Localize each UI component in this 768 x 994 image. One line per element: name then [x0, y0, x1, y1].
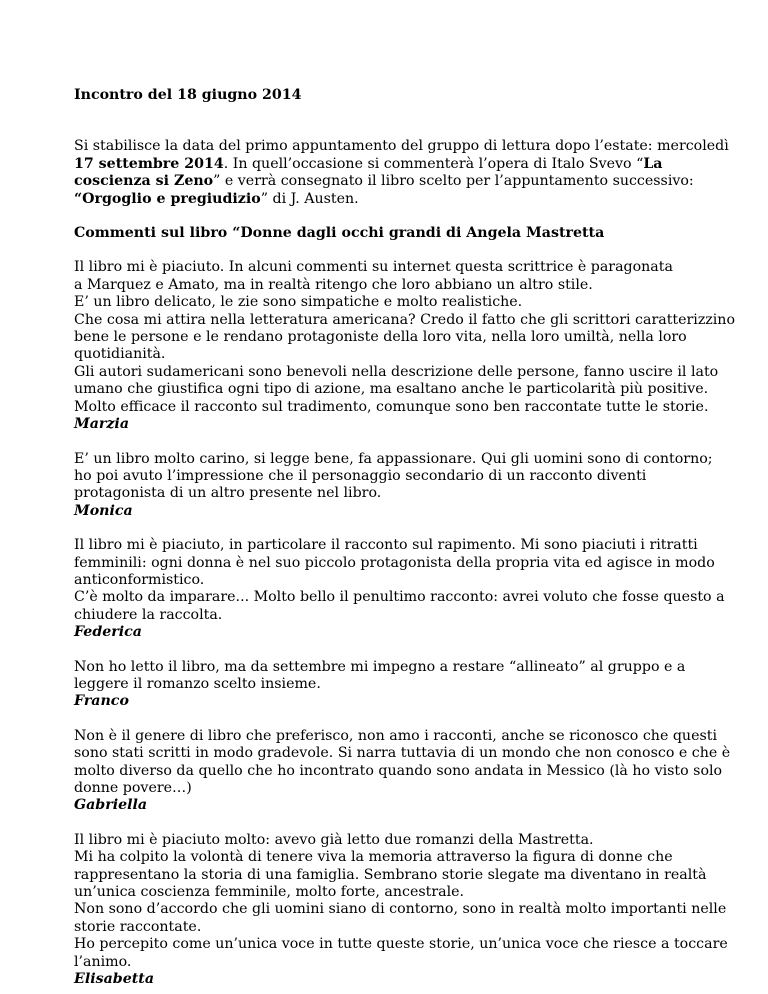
- comment-block: [74, 727, 731, 815]
- comment-author: Federica: [74, 624, 142, 641]
- comments-list: [74, 259, 735, 988]
- intro-line-3: [74, 173, 714, 190]
- comment-author: Gabriella: [74, 797, 148, 814]
- comment-line: a Marquez e Amato, ma in realtà ritengo che loro abbiano un altro stile.: [74, 276, 593, 293]
- comment-line: Il libro mi è piaciuto, in particolare il racconto sul rapimento. Mi sono piaciuti i ritratti: [74, 537, 698, 554]
- comment-line: quotidianità.: [74, 346, 166, 363]
- comment-line: Non è il genere di libro che preferisco, non amo i racconti, anche se riconosco che questi: [74, 727, 717, 744]
- book-title-svevo-part2: coscienza si Zeno: [74, 173, 214, 190]
- comment-block: [74, 537, 725, 641]
- comment-line: Gli autori sudamericani sono benevoli nella descrizione delle persone, fanno uscire il lato: [74, 363, 719, 380]
- comment-block: [74, 259, 735, 433]
- comment-line: storie raccontate.: [74, 918, 202, 935]
- comment-line: sono stati scritti in modo gradevole. Si narra tuttavia di un mondo che non conosco e che è: [74, 745, 731, 762]
- comment-line: Il libro mi è piaciuto molto: avevo già letto due romanzi della Mastretta.: [74, 831, 594, 848]
- comment-line: Mi ha colpito la volontà di tenere viva la memoria attraverso la figura di donne che: [74, 849, 673, 866]
- comment-block: [74, 659, 714, 711]
- comment-line: protagonista di un altro presente nel libro.: [74, 485, 382, 502]
- comment-author: Marzia: [74, 416, 130, 433]
- comment-line: l’animo.: [74, 953, 132, 970]
- comment-line: C’è molto da imparare... Molto bello il penultimo racconto: avrei voluto che fosse questo a: [74, 589, 725, 606]
- comment-line: ho poi avuto l’impressione che il personaggio secondario di un racconto diventi: [74, 467, 647, 484]
- intro-line-2: [74, 156, 714, 173]
- intro-paragraph: [74, 138, 729, 208]
- intro-line-1: Si stabilisce la data del primo appuntamento del gruppo di lettura dopo l’estate: mercoledì: [74, 138, 729, 155]
- book-title-svevo-part1: La: [643, 155, 663, 172]
- comment-line: Che cosa mi attira nella letteratura americana? Credo il fatto che gli scrittori caratterizzino: [74, 311, 735, 328]
- comment-line: leggere il romanzo scelto insieme.: [74, 675, 321, 692]
- comment-author: Franco: [74, 693, 129, 710]
- comment-line: Ho percepito come un’unica voce in tutte queste storie, un’unica voce che riesce a toccare: [74, 936, 728, 953]
- comment-block: [74, 451, 714, 521]
- comment-line: rappresentano la storia di una famiglia. Sembrano storie slegate ma diventano in realtà: [74, 866, 707, 883]
- comment-line: femminili: ogni donna è nel suo piccolo protagonista della propria vita ed agisce in modo: [74, 554, 715, 571]
- comment-line: Non ho letto il libro, ma da settembre mi impegno a restare “allineato” al gruppo e a: [74, 658, 686, 675]
- book-title-austen: “Orgoglio e pregiudizio: [74, 190, 261, 207]
- comments-heading: Commenti sul libro “Donne dagli occhi grandi di Angela Mastretta: [74, 225, 605, 242]
- comment-line: Molto efficace il racconto sul tradimento, comunque sono ben raccontate tutte le storie.: [74, 398, 709, 415]
- document-page: [74, 87, 735, 988]
- comment-author: Elisabetta: [74, 971, 155, 988]
- comment-line: chiudere la raccolta.: [74, 606, 223, 623]
- comment-line: E’ un libro delicato, le zie sono simpatiche e molto realistiche.: [74, 294, 523, 311]
- meeting-title: Incontro del 18 giugno 2014: [74, 87, 302, 103]
- intro-line-3-text: ” e verrà consegnato il libro scelto per l’appuntamento successivo:: [213, 173, 694, 190]
- comment-line: molto diverso da quello che ho incontrato quando sono andata in Messico (là ho visto solo: [74, 762, 723, 779]
- intro-line-4-text: ” di J. Austen.: [260, 190, 359, 207]
- comment-line: un’unica coscienza femminile, molto forte, ancestrale.: [74, 884, 465, 901]
- comment-line: E’ un libro molto carino, si legge bene, fa appassionare. Qui gli uomini sono di contorno;: [74, 450, 713, 467]
- comment-author: Monica: [74, 502, 133, 519]
- comment-line: Non sono d’accordo che gli uomini siano di contorno, sono in realtà molto importanti nelle: [74, 901, 727, 918]
- comment-line: umano che giustifica ogni tipo di azione, ma esaltano anche le particolarità più positive.: [74, 381, 709, 398]
- comment-block: [74, 831, 728, 989]
- meeting-date: 17 settembre 2014: [74, 155, 224, 172]
- comment-line: Il libro mi è piaciuto. In alcuni commenti su internet questa scrittrice è paragonata: [74, 259, 673, 276]
- comment-line: bene le persone e le rendano protagoniste della loro vita, nella loro umiltà, nella loro: [74, 329, 687, 346]
- intro-line-2-text: . In quell’occasione si commenterà l’opera di Italo Svevo “: [223, 155, 644, 172]
- intro-line-4: [74, 191, 714, 208]
- comment-line: donne povere…): [74, 780, 192, 796]
- comment-line: anticonformistico.: [74, 571, 205, 588]
